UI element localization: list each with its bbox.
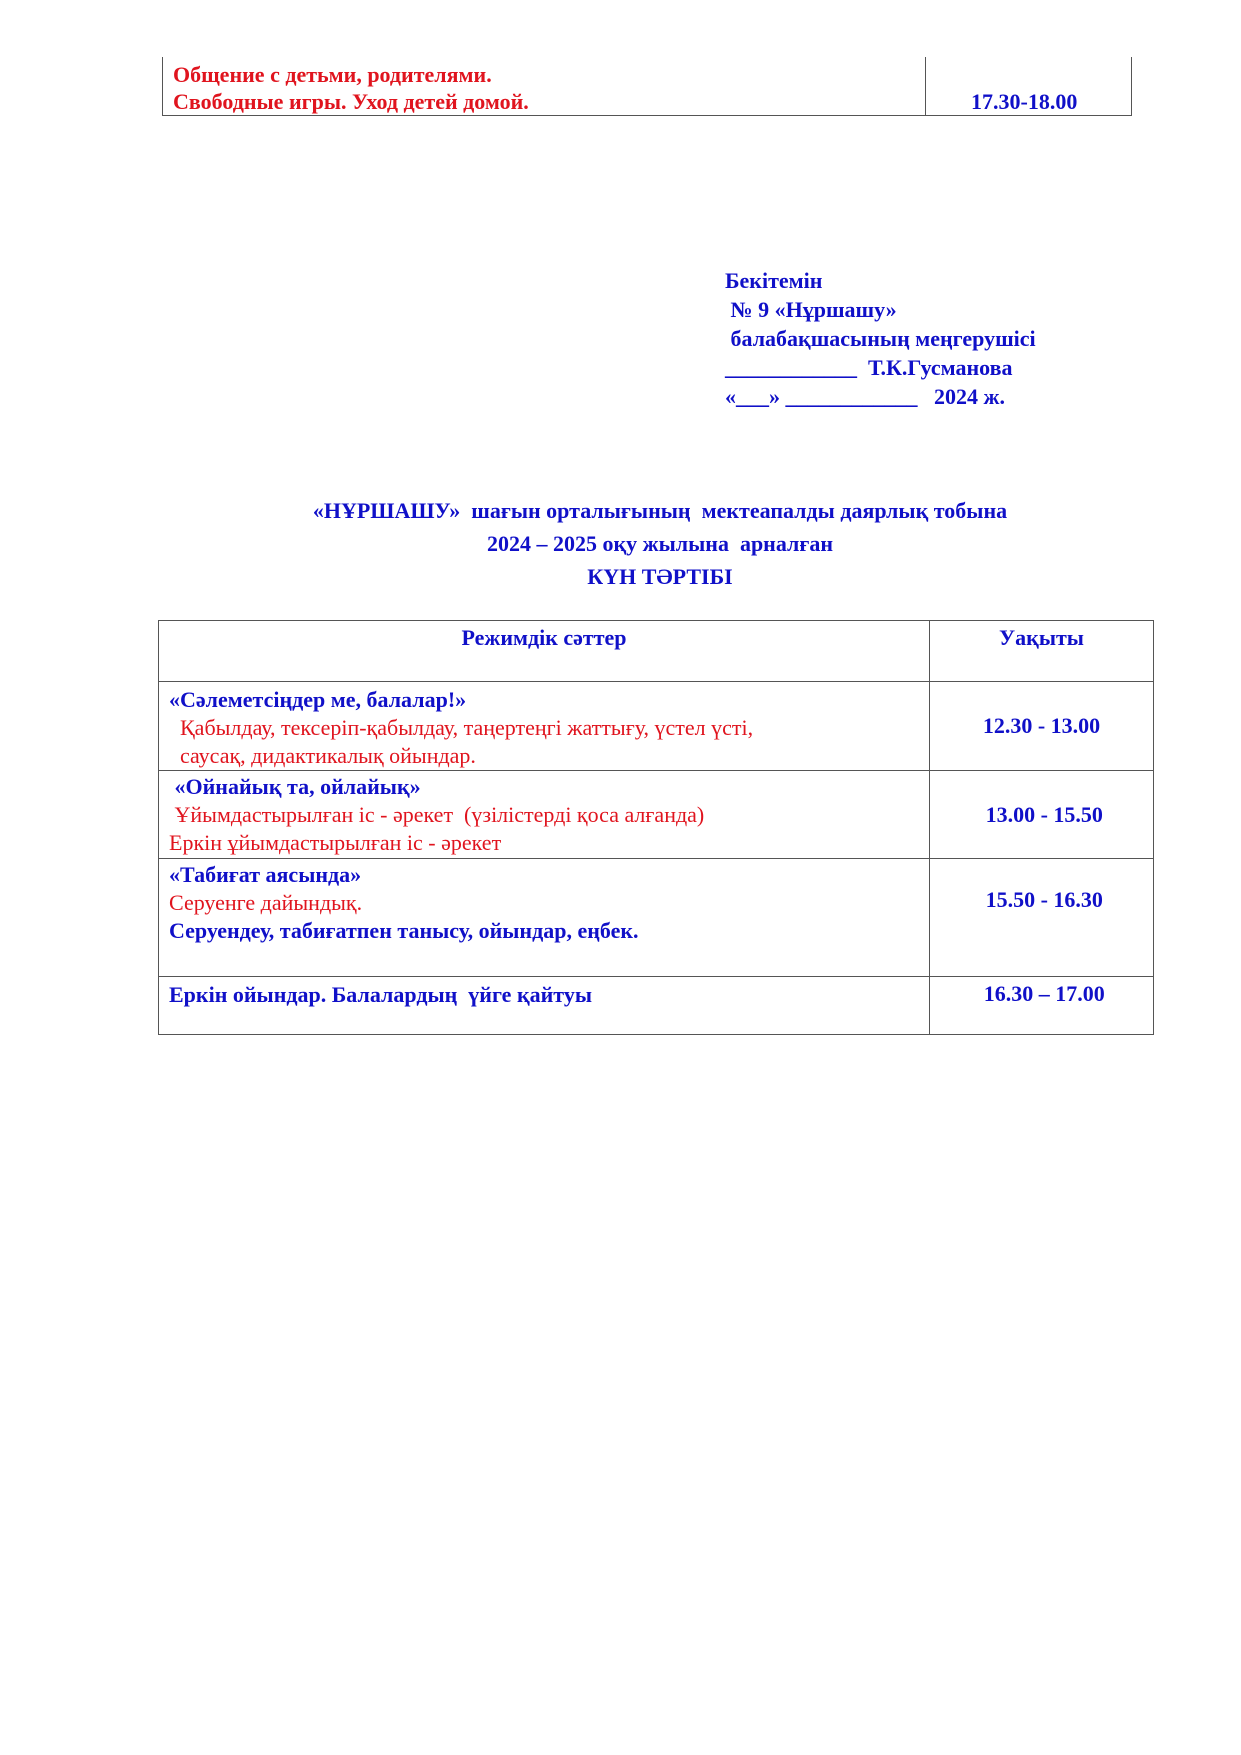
activity-line: Еркін ұйымдастырылған іс - әрекет <box>169 830 502 855</box>
activity-line: «Табиғат аясында» <box>169 862 362 887</box>
title-line-1: «НҰРШАШУ» шағын орталығының мектеапалды даярлық тобына <box>312 498 1008 523</box>
activity-line: Еркін ойындар. Балалардың үйге қайтуы <box>169 982 592 1007</box>
activity-line: «Сәлеметсіңдер ме, балалар!» <box>169 687 467 712</box>
table-row <box>159 771 1154 859</box>
approval-block <box>725 266 1036 411</box>
approval-line-1: Бекітемін <box>725 268 823 293</box>
top-row-line-2: Свободные игры. Уход детей домой. <box>173 89 529 114</box>
header-row <box>159 621 1154 682</box>
approval-line-3: балабақшасының меңгерушісі <box>725 326 1036 351</box>
activity-cell <box>159 771 930 859</box>
schedule-body <box>159 682 1154 1035</box>
header-activity: Режимдік сәттер <box>159 621 930 682</box>
time-cell: 16.30 – 17.00 <box>930 977 1154 1035</box>
approval-line-2: № 9 «Нұршашу» <box>725 297 897 322</box>
time-cell: 13.00 - 15.50 <box>930 771 1154 859</box>
top-row-time: 17.30-18.00 <box>971 89 1078 114</box>
table-row <box>159 977 1154 1035</box>
activity-line: Ұйымдастырылған іс - әрекет (үзілістерді қоса алғанда) <box>169 802 705 827</box>
title-line-3: КҮН ТӘРТІБІ <box>587 564 733 589</box>
title-line-2: 2024 – 2025 оқу жылына арналған <box>486 531 834 556</box>
approval-date-line: «___» ____________ 2024 ж. <box>725 384 1005 409</box>
column-divider <box>925 57 926 115</box>
activity-line: «Ойнайық та, ойлайық» <box>169 774 421 799</box>
activity-cell <box>159 977 930 1035</box>
top-row-line-1: Общение с детьми, родителями. <box>173 62 492 87</box>
time-cell: 15.50 - 16.30 <box>930 859 1154 977</box>
document-title <box>0 494 1241 593</box>
activity-line: Серуендеу, табиғатпен танысу, ойындар, еңбек. <box>169 918 639 943</box>
schedule-table <box>158 620 1154 1035</box>
activity-line: саусақ, дидактикалық ойындар. <box>169 743 476 768</box>
table-row <box>159 682 1154 771</box>
approval-signature-line: ____________ Т.К.Гусманова <box>725 355 1013 380</box>
table-row <box>159 859 1154 977</box>
activity-cell <box>159 859 930 977</box>
top-continuation-table <box>162 57 1132 116</box>
activity-cell <box>159 682 930 771</box>
time-cell: 12.30 - 13.00 <box>930 682 1154 771</box>
activity-line: Серуенге дайындық. <box>169 890 363 915</box>
header-time: Уақыты <box>930 621 1154 682</box>
activity-line: Қабылдау, тексеріп-қабылдау, таңертеңгі жаттығу, үстел үсті, <box>169 715 754 740</box>
